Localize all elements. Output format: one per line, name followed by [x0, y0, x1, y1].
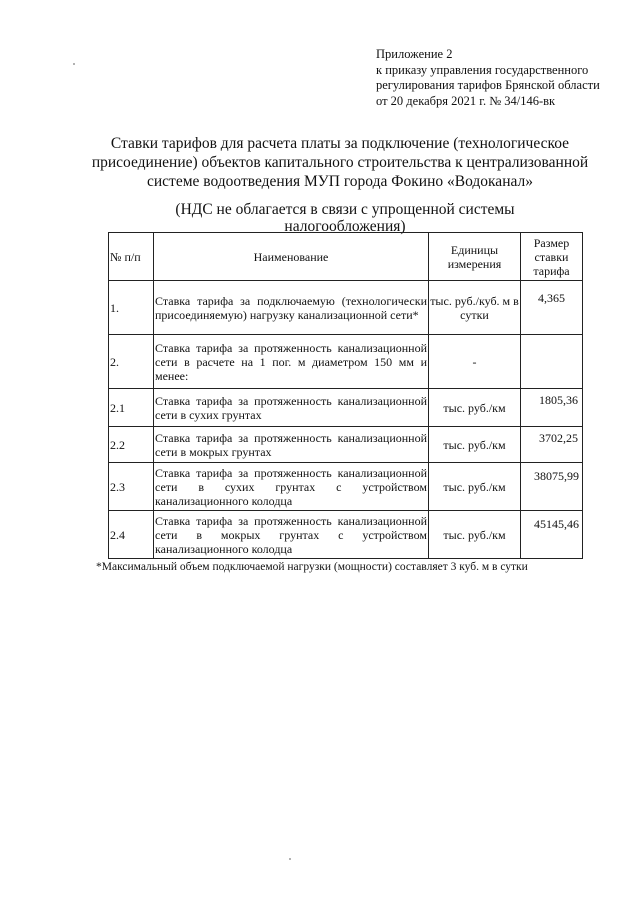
row-unit: тыс. руб./км	[429, 511, 521, 559]
row-name: Ставка тарифа за протяженность канализационной сети в мокрых грунтах	[154, 427, 429, 463]
vat-note	[100, 201, 590, 235]
appendix-line: от 20 декабря 2021 г. № 34/146-вк	[376, 93, 556, 108]
row-name: Ставка тарифа за протяженность канализационной сети в мокрых грунтах с устройством канализационного колодца	[154, 511, 429, 559]
row-num: 2.	[109, 335, 154, 389]
table-row	[109, 511, 583, 559]
row-num: 1.	[109, 281, 154, 335]
table-row	[109, 335, 583, 389]
row-name: Ставка тарифа за протяженность канализационной сети в сухих грунтах с устройством канализационного колодца	[154, 463, 429, 511]
row-name: Ставка тарифа за протяженность канализационной сети в сухих грунтах	[154, 389, 429, 427]
table-row	[109, 281, 583, 335]
row-num: 2.4	[109, 511, 154, 559]
row-rate: 45145,46	[521, 511, 583, 559]
scan-speck	[73, 63, 75, 65]
row-name: Ставка тарифа за подключаемую (технологически присоединяемую) нагрузку канализационной сети*	[154, 281, 429, 335]
header-name: Наименование	[154, 233, 429, 281]
title-line: присоединение) объектов капитального строительства к централизованной	[91, 154, 589, 171]
footnote: *Максимальный объем подключаемой нагрузки (мощности) составляет 3 куб. м в сутки	[96, 561, 528, 573]
appendix-line: Приложение 2	[376, 47, 453, 61]
row-unit: -	[429, 335, 521, 389]
tariffs-table	[108, 232, 583, 559]
row-unit: тыс. руб./км	[429, 427, 521, 463]
vat-note-line: (НДС не облагается в связи с упрощенной системы	[175, 201, 515, 218]
header-rate: Размер ставки тарифа	[521, 233, 583, 281]
table-row	[109, 463, 583, 511]
row-num: 2.1	[109, 389, 154, 427]
row-num: 2.3	[109, 463, 154, 511]
table-row	[109, 427, 583, 463]
table-header-row	[109, 233, 583, 281]
row-rate: 1805,36	[521, 389, 583, 427]
header-num: № п/п	[109, 233, 154, 281]
table-row	[109, 389, 583, 427]
row-unit: тыс. руб./км	[429, 463, 521, 511]
row-unit: тыс. руб./км	[429, 389, 521, 427]
document-title	[90, 134, 590, 191]
row-rate	[521, 335, 583, 389]
title-line: системе водоотведения МУП города Фокино «Водоканал»	[147, 173, 533, 190]
row-rate: 3702,25	[521, 427, 583, 463]
scan-speck	[289, 858, 291, 860]
appendix-line: к приказу управления государственного	[376, 62, 589, 77]
row-rate: 38075,99	[521, 463, 583, 511]
vat-note-line: налогообложения)	[284, 218, 406, 235]
header-unit: Единицы измерения	[429, 233, 521, 281]
appendix-line: регулирования тарифов Брянской области	[376, 78, 600, 92]
row-num: 2.2	[109, 427, 154, 463]
row-rate: 4,365	[521, 281, 583, 335]
appendix-reference	[376, 47, 626, 109]
row-unit: тыс. руб./куб. м в сутки	[429, 281, 521, 335]
row-name: Ставка тарифа за протяженность канализационной сети в расчете на 1 пог. м диаметром 150 мм и менее:	[154, 335, 429, 389]
title-line: Ставки тарифов для расчета платы за подключение (технологическое	[110, 135, 570, 152]
